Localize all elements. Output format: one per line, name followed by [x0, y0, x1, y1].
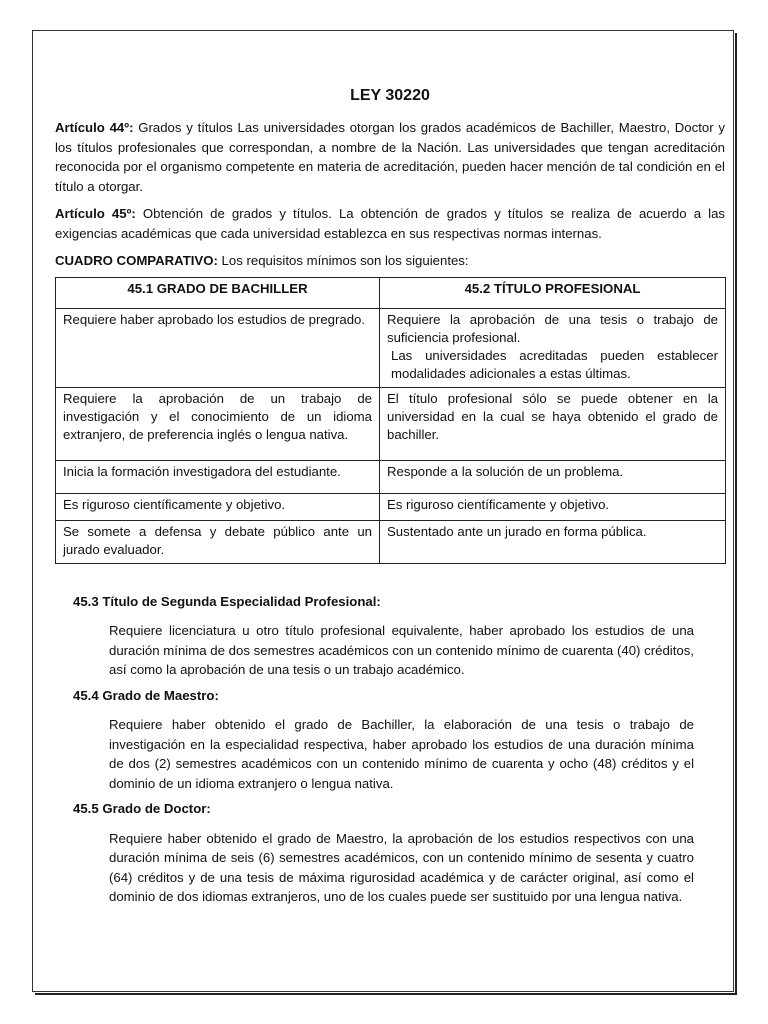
table-cell-bachiller: Es riguroso científicamente y objetivo. — [56, 493, 380, 520]
document-title: LEY 30220 — [350, 87, 430, 104]
article-44-text: Grados y títulos Las universidades otorgan los grados académicos de Bachiller, Maestro, Doctor y los títulos profesionales que correspondan, a nombre de la Nación. Las universidades que tengan acreditación reconocida por el organismo competente en materia de acreditación, pueden hacer mención de tal condición en el título a otorgar. — [55, 120, 725, 194]
section-body: Requiere haber obtenido el grado de Maestro, la aprobación de los estudios respectivos con una duración mínima de seis (6) semestres académicos, con un contenido mínimo de sesenta y cuatro (64) créditos y de una tesis de máxima rigurosidad académica y de carácter original, así como el dominio de dos idiomas extranjeros, uno de los cuales puede ser sustituido por una lengua nativa. — [109, 830, 694, 904]
table-row — [56, 308, 726, 387]
table-cell-titulo — [380, 308, 726, 387]
table-row — [56, 493, 726, 520]
section-body: Requiere haber obtenido el grado de Bachiller, la elaboración de una tesis o trabajo de investigación en la especialidad respectiva, haber aprobado los estudios de una duración mínima de dos (2) semestres académicos con un contenido mínimo de cuarenta y ocho (48) créditos y el dominio de un idioma extranjero o lengua nativa. — [109, 717, 694, 791]
article-44 — [55, 118, 725, 196]
table-cell-bachiller: Inicia la formación investigadora del estudiante. — [56, 460, 380, 493]
table-header-titulo: 45.2 TÍTULO PROFESIONAL — [380, 277, 726, 308]
section-doctor — [55, 799, 725, 907]
section-segunda-especialidad — [55, 592, 725, 680]
table-row — [56, 520, 726, 563]
article-45-text: Obtención de grados y títulos. La obtención de grados y títulos se realiza de acuerdo a las exigencias académicas que cada universidad establezca en sus respectivas normas internas. — [55, 206, 725, 241]
article-45 — [55, 204, 725, 243]
table-cell-titulo-line: Requiere la aprobación de una tesis o trabajo de suficiencia profesional. — [387, 311, 718, 345]
section-title: 45.5 Grado de Doctor: — [73, 801, 211, 816]
section-maestro — [55, 686, 725, 794]
table-cell-bachiller: Requiere haber aprobado los estudios de pregrado. — [56, 308, 380, 387]
table-cell-titulo: Es riguroso científicamente y objetivo. — [380, 493, 726, 520]
section-body: Requiere licenciatura u otro título profesional equivalente, haber aprobado los estudios de una duración mínima de dos semestres académicos con un contenido mínimo de cuarenta (40) créditos, así como la aprobación de una tesis o un trabajo académico. — [109, 623, 694, 677]
table-header-bachiller: 45.1 GRADO DE BACHILLER — [56, 277, 380, 308]
table-row — [56, 387, 726, 460]
section-title: 45.3 Título de Segunda Especialidad Profesional: — [73, 593, 381, 609]
section-title: 45.4 Grado de Maestro: — [73, 687, 219, 703]
document-body — [55, 86, 725, 913]
table-cell-titulo: Sustentado ante un jurado en forma pública. — [380, 520, 726, 563]
table-row — [56, 460, 726, 493]
comparison-intro-text: Los requisitos mínimos son los siguientes: — [217, 253, 469, 268]
table-cell-titulo-line: Las universidades acreditadas pueden establecer modalidades adicionales a estas últimas. — [391, 347, 718, 381]
table-cell-titulo: El título profesional sólo se puede obtener en la universidad en la cual se haya obtenido el grado de bachiller. — [380, 387, 726, 460]
table-cell-bachiller: Requiere la aprobación de un trabajo de investigación y el conocimiento de un idioma extranjero, de preferencia inglés o lengua nativa. — [56, 387, 380, 460]
article-44-heading: Artículo 44º: — [55, 120, 134, 135]
table-header-row — [56, 277, 726, 308]
comparison-intro — [55, 251, 725, 271]
table-cell-titulo: Responde a la solución de un problema. — [380, 460, 726, 493]
table-cell-bachiller: Se somete a defensa y debate público ante un jurado evaluador. — [56, 520, 380, 563]
comparison-table — [55, 277, 726, 564]
comparison-heading: CUADRO COMPARATIVO: — [55, 253, 218, 268]
article-45-heading: Artículo 45º: — [55, 206, 136, 221]
